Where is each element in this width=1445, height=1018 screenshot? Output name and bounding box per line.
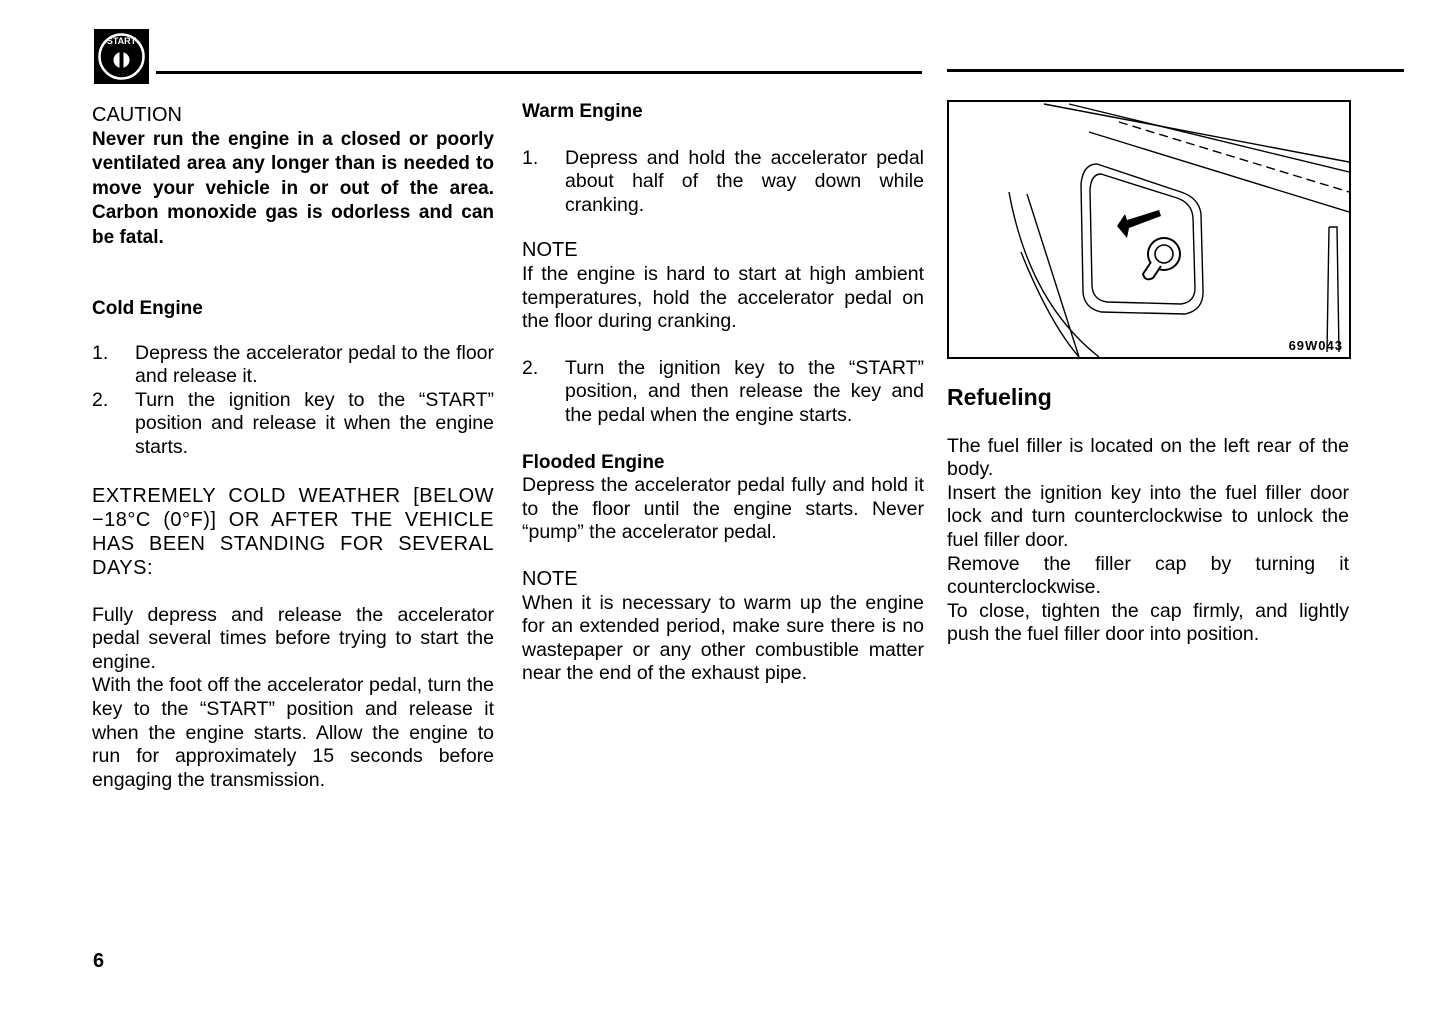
refueling-title: Refueling — [947, 384, 1052, 410]
figure-code: 69W043 — [1288, 338, 1343, 353]
flooded-engine-text: Depress the accelerator pedal fully and hold it to the floor until the engine starts. Never “pump” the accelerator pedal. — [522, 474, 924, 544]
list-item: 2. Turn the ignition key to the “START” position and release it when the engine starts. — [92, 388, 494, 459]
header-rule-left — [156, 71, 922, 74]
warm-engine-title: Warm Engine — [522, 101, 643, 122]
fuel-door-illustration — [949, 102, 1349, 357]
left-column — [92, 104, 494, 792]
refueling-paragraph-3: Remove the filler cap by turning it counterclockwise. — [947, 552, 1349, 599]
list-item: 1. Depress the accelerator pedal to the floor and release it. — [92, 341, 494, 388]
refueling-paragraph-2: Insert the ignition key into the fuel filler door lock and turn counterclockwise to unlock the fuel filler door. — [947, 481, 1349, 551]
svg-text:START: START — [106, 36, 137, 46]
refueling-paragraph-1: The fuel filler is located on the left rear of the body. — [947, 434, 1349, 481]
refueling-paragraph-4: To close, tighten the cap firmly, and lightly push the fuel filler door into position. — [947, 599, 1349, 646]
caution-title: CAUTION — [92, 104, 182, 126]
note-text: If the engine is hard to start at high ambient temperatures, hold the accelerator pedal on the floor during cranking. — [522, 262, 924, 333]
page-number: 6 — [93, 950, 105, 972]
fuel-filler-door-figure — [947, 100, 1351, 359]
right-column — [947, 386, 1349, 647]
note-text: When it is necessary to warm up the engine for an extended period, make sure there is no wastepaper or any other combustible matter near the end of the exhaust pipe. — [522, 591, 924, 685]
note-title: NOTE — [522, 567, 578, 590]
extreme-cold-heading: EXTREMELY COLD WEATHER [BELOW −18°C (0°F)] OR AFTER THE VEHICLE HAS BEEN STANDING FOR SEVERAL DAYS: — [92, 484, 494, 579]
note-title: NOTE — [522, 239, 578, 262]
extreme-cold-paragraph-1: Fully depress and release the accelerator pedal several times before trying to start the engine. — [92, 603, 494, 673]
extreme-cold-paragraph-2: With the foot off the accelerator pedal, turn the key to the “START” position and release it when the engine starts. Allow the engine to run for approximately 15 seconds before engaging the transmission. — [92, 674, 494, 791]
list-item: 2. Turn the ignition key to the “START” position, and then release the key and the pedal when the engine starts. — [522, 356, 924, 426]
cold-engine-title: Cold Engine — [92, 298, 203, 320]
caution-text: Never run the engine in a closed or poorly ventilated area any longer than is needed to move your vehicle in or out of the area. Carbon monoxide gas is odorless and can be fatal. — [92, 128, 494, 248]
middle-column — [522, 100, 924, 686]
header-rule-right — [947, 69, 1404, 72]
start-key-icon — [94, 29, 149, 84]
flooded-engine-title: Flooded Engine — [522, 451, 665, 473]
list-item: 1. Depress and hold the accelerator pedal about half of the way down while cranking. — [522, 146, 924, 216]
